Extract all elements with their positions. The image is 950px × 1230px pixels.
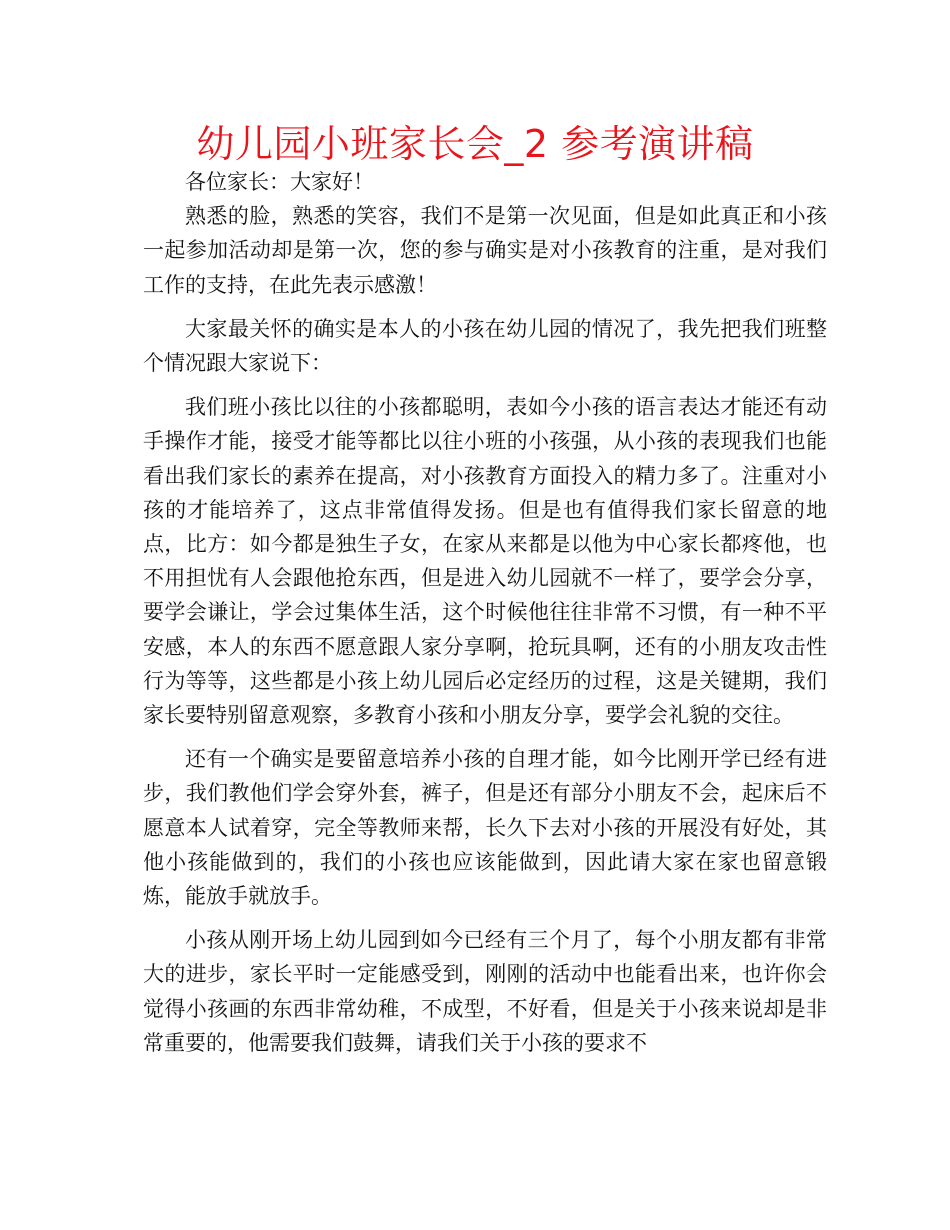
paragraph: 小孩从刚开场上幼儿园到如今已经有三个月了，每个小朋友都有非常大的进步，家长平时一定能感受到，刚刚的活动中也能看出来，也许你会觉得小孩画的东西非常幼稚，不成型，不好看，但是关于小孩来说却是非常重要的，他需要我们鼓舞，请我们关于小孩的要求不 <box>143 928 827 1055</box>
paragraph: 还有一个确实是要留意培养小孩的自理才能，如今比刚开学已经有进步，我们教他们学会穿外套，裤子，但是还有部分小朋友不会，起床后不愿意本人试着穿，完全等教师来帮，长久下去对小孩的开展没有好处，其他小孩能做到的，我们的小孩也应该能做到，因此请大家在家也留意锻炼，能放手就放手。 <box>143 747 827 909</box>
paragraph: 我们班小孩比以往的小孩都聪明，表如今小孩的语言表达才能还有动手操作才能，接受才能等都比以往小班的小孩强，从小孩的表现我们也能看出我们家长的素养在提高，对小孩教育方面投入的精力多了。注重对小孩的才能培养了，这点非常值得发扬。但是也有值得我们家长留意的地点，比方：如今都是独生子女，在家从来都是以他为中心家长都疼他，也不用担忧有人会跟他抢东西，但是进入幼儿园就不一样了，要学会分享，要学会谦让，学会过集体生活，这个时候他往往非常不习惯，有一种不平安感，本人的东西不愿意跟人家分享啊，抢玩具啊，还有的小朋友攻击性行为等等，这些都是小孩上幼儿园后必定经历的过程，这是关键期，我们家长要特别留意观察，多教育小孩和小朋友分享，要学会礼貌的交往。 <box>143 395 827 728</box>
paragraph: 熟悉的脸，熟悉的笑容，我们不是第一次见面，但是如此真正和小孩一起参加活动却是第一次，您的参与确实是对小孩教育的注重，是对我们工作的支持，在此先表示感激！ <box>143 204 827 297</box>
document-title: 幼儿园小班家长会_2 参考演讲稿 <box>196 122 754 166</box>
document-body <box>143 165 827 1060</box>
paragraph-greeting: 各位家长：大家好！ <box>185 170 374 194</box>
paragraph: 大家最关怀的确实是本人的小孩在幼儿园的情况了，我先把我们班整个情况跟大家说下： <box>143 316 827 376</box>
